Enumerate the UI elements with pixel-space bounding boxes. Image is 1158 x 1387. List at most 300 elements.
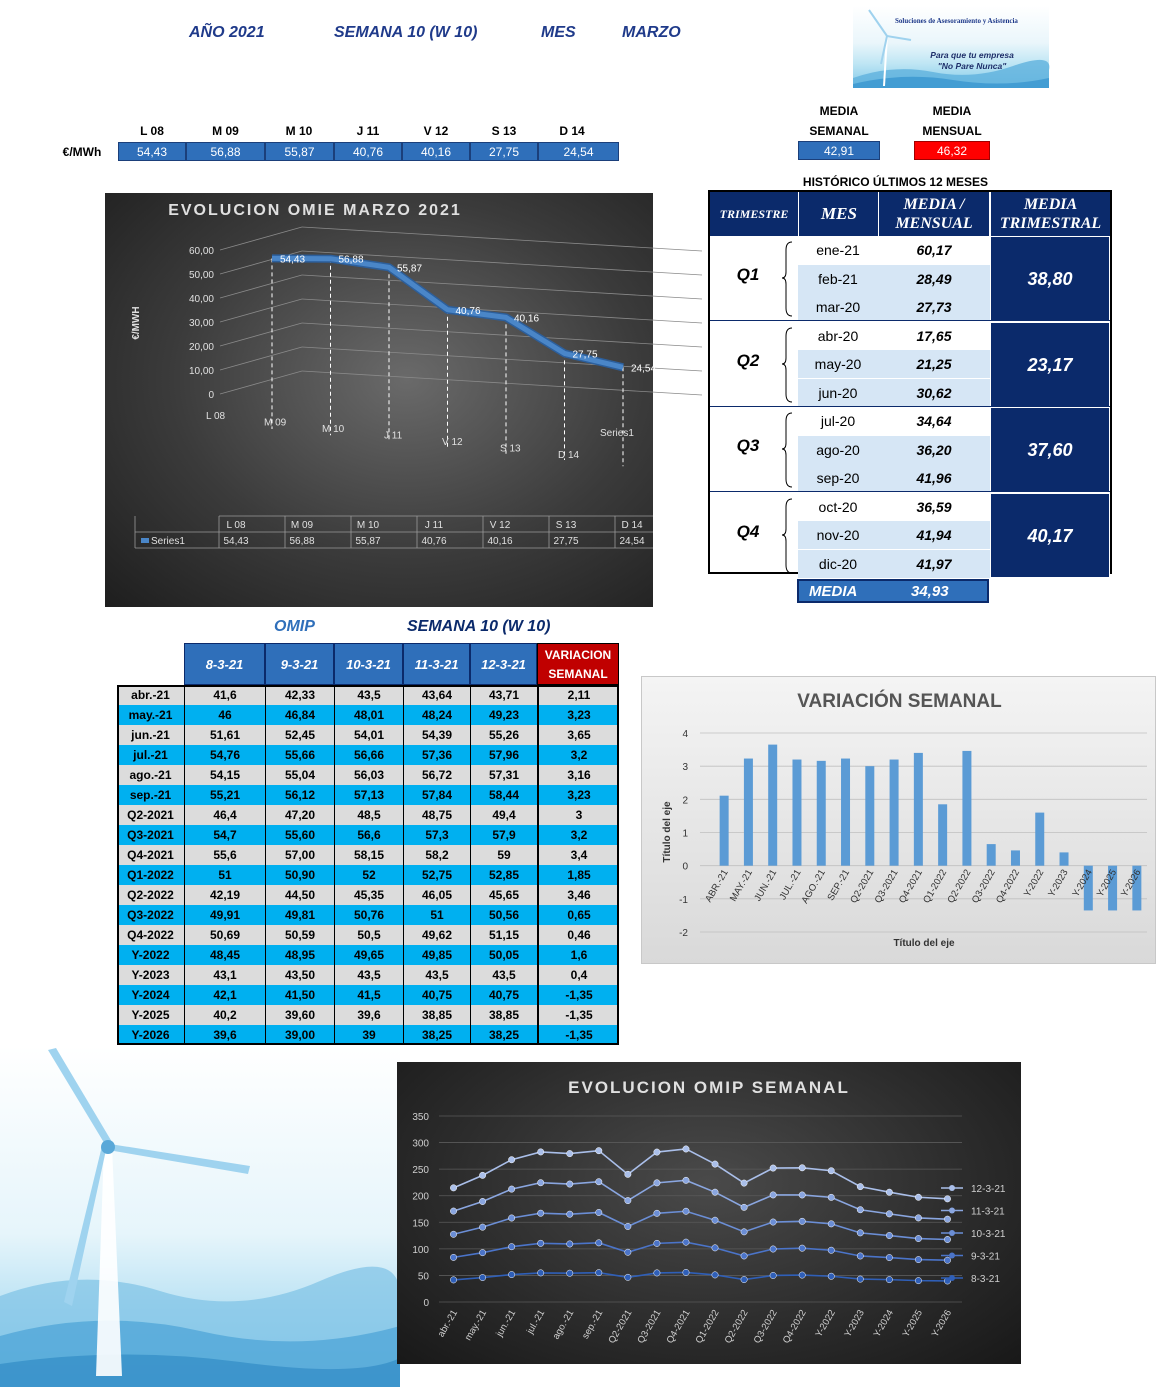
variation-cell: 0,4 bbox=[537, 965, 619, 985]
price-cell: 56,03 bbox=[334, 765, 403, 785]
legend-marker bbox=[949, 1275, 955, 1281]
y-tick-label: 250 bbox=[412, 1165, 429, 1177]
series-point bbox=[479, 1198, 485, 1204]
day-header: L 08 bbox=[140, 124, 164, 138]
series-point bbox=[537, 1180, 543, 1186]
gridline bbox=[220, 299, 302, 322]
series-point bbox=[857, 1230, 863, 1236]
series-point bbox=[828, 1273, 834, 1279]
month-value: 36,59 bbox=[916, 498, 952, 515]
price-cell: 57,00 bbox=[265, 845, 334, 865]
series-point bbox=[741, 1229, 747, 1235]
series-point bbox=[770, 1165, 776, 1171]
price-cell: 54,15 bbox=[184, 765, 265, 785]
price-cell: 48,75 bbox=[403, 805, 470, 825]
y-tick-label: 30,00 bbox=[188, 318, 214, 329]
legend-label: 9-3-21 bbox=[971, 1251, 1000, 1263]
omip-date-header: 9-3-21 bbox=[265, 643, 334, 685]
variation-bar bbox=[792, 760, 801, 866]
price-cell: 57,3 bbox=[403, 825, 470, 845]
price-cell: 42,1 bbox=[184, 985, 265, 1005]
month-name: abr-20 bbox=[817, 327, 859, 344]
price-cell: 50,59 bbox=[265, 925, 334, 945]
quarter-average: 40,17 bbox=[990, 493, 1110, 578]
historico-media-label: MEDIA bbox=[809, 583, 858, 600]
price-cell: 48,01 bbox=[334, 705, 403, 725]
month-name: ago-20 bbox=[816, 441, 860, 458]
variation-bar bbox=[914, 753, 923, 866]
price-cell: 42,33 bbox=[265, 685, 334, 705]
month-value: 41,97 bbox=[916, 555, 952, 572]
price-cell: 49,23 bbox=[470, 705, 537, 725]
series-point bbox=[828, 1194, 834, 1200]
series-point bbox=[479, 1249, 485, 1255]
bracket-icon bbox=[782, 493, 796, 578]
x-tick-label: Q2-2021 bbox=[848, 867, 877, 906]
price-cell: 41,50 bbox=[265, 985, 334, 1005]
price-cell: 52,85 bbox=[470, 865, 537, 885]
variation-bar bbox=[768, 745, 777, 866]
month-name: jun-20 bbox=[818, 384, 858, 401]
series-point bbox=[828, 1247, 834, 1253]
y-tick-label: 4 bbox=[682, 729, 688, 740]
variation-bar bbox=[1060, 852, 1069, 865]
series-point bbox=[479, 1172, 485, 1178]
x-tick-label: ago.-21 bbox=[550, 1308, 577, 1342]
y-tick-label: 60,00 bbox=[188, 246, 214, 257]
omie-chart-panel bbox=[105, 193, 657, 607]
variation-bar bbox=[1011, 850, 1020, 865]
price-cell: 58,2 bbox=[403, 845, 470, 865]
series-point bbox=[450, 1254, 456, 1260]
price-cell: 39,00 bbox=[265, 1025, 334, 1045]
price-cell: 44,50 bbox=[265, 885, 334, 905]
y-tick-label: -1 bbox=[679, 894, 688, 906]
quarter-average: 38,80 bbox=[990, 236, 1110, 321]
data-label: 24,54 bbox=[631, 363, 657, 375]
series-point bbox=[683, 1146, 689, 1152]
price-cell: 46 bbox=[184, 705, 265, 725]
variacion-bar-chart bbox=[642, 677, 1157, 965]
bracket-icon bbox=[782, 407, 796, 492]
period-label: Q2-2022 bbox=[127, 888, 174, 902]
series-point bbox=[886, 1232, 892, 1238]
price-cell: 40,75 bbox=[470, 985, 537, 1005]
day-header: V 12 bbox=[423, 124, 449, 138]
price-cell: 41,6 bbox=[184, 685, 265, 705]
x-tick-label: abr.-21 bbox=[435, 1308, 461, 1340]
y-tick-label: -2 bbox=[679, 928, 688, 939]
y-tick-label: 3 bbox=[682, 762, 688, 774]
price-cell: 38,85 bbox=[470, 1005, 537, 1025]
x-tick-label: Y-2023 bbox=[1046, 867, 1071, 899]
series-point bbox=[654, 1270, 660, 1276]
price-cell: 46,05 bbox=[403, 885, 470, 905]
col-media-mensual bbox=[878, 192, 989, 236]
x-tick-label: Y-2022 bbox=[813, 1308, 838, 1340]
period-label: Y-2023 bbox=[131, 968, 170, 982]
variation-bar bbox=[817, 761, 826, 866]
series-point bbox=[741, 1276, 747, 1282]
data-table-value: 40,16 bbox=[487, 536, 513, 547]
data-table-header: J 11 bbox=[424, 520, 444, 531]
month-value: 28,49 bbox=[916, 270, 952, 287]
price-cell: 41,5 bbox=[334, 985, 403, 1005]
y-tick-label: 0 bbox=[682, 861, 688, 873]
month-label: MES bbox=[541, 24, 576, 41]
variation-cell: -1,35 bbox=[537, 985, 619, 1005]
data-label: 40,16 bbox=[514, 313, 540, 325]
y-axis-label: Título del eje bbox=[662, 801, 673, 863]
variation-cell: 3,2 bbox=[537, 825, 619, 845]
price-cell: 51,15 bbox=[470, 925, 537, 945]
price-cell: 54,39 bbox=[403, 725, 470, 745]
month-name: ene-21 bbox=[816, 242, 860, 258]
variation-cell: 0,65 bbox=[537, 905, 619, 925]
series-point bbox=[770, 1192, 776, 1198]
gridline bbox=[302, 227, 702, 251]
logo-slogan-line-1: Para que tu empresa bbox=[930, 50, 1014, 60]
media-semanal-value: 42,91 bbox=[798, 141, 880, 160]
data-table-value: 24,54 bbox=[619, 536, 645, 547]
variation-cell: 3,2 bbox=[537, 745, 619, 765]
price-cell: 49,4 bbox=[470, 805, 537, 825]
price-cell: 40,75 bbox=[403, 985, 470, 1005]
price-cell: 49,65 bbox=[334, 945, 403, 965]
data-label: 40,76 bbox=[455, 305, 481, 317]
x-tick-label: L 08 bbox=[206, 411, 226, 422]
x-tick-label: S 13 bbox=[500, 443, 521, 455]
price-cell: 48,5 bbox=[334, 805, 403, 825]
series-point bbox=[625, 1274, 631, 1280]
day-header: S 13 bbox=[491, 124, 517, 138]
month-value: 34,64 bbox=[916, 413, 952, 429]
variation-header-line-1: VARIACION bbox=[544, 648, 612, 662]
series-point bbox=[479, 1224, 485, 1230]
price-cell: 57,9 bbox=[470, 825, 537, 845]
price-cell: 46,84 bbox=[265, 705, 334, 725]
period-label: may.-21 bbox=[128, 708, 173, 722]
price-cell: 43,5 bbox=[470, 965, 537, 985]
data-table-header: S 13 bbox=[555, 520, 577, 531]
series-point bbox=[654, 1149, 660, 1155]
historico-media-box bbox=[797, 579, 989, 603]
price-cell: 57,31 bbox=[470, 765, 537, 785]
historico-table bbox=[708, 190, 1112, 574]
data-table-value: 54,43 bbox=[223, 536, 249, 547]
week-label: SEMANA 10 (W 10) bbox=[334, 24, 478, 41]
x-tick-label: Q1-2022 bbox=[693, 1308, 722, 1346]
bracket-icon bbox=[782, 236, 796, 321]
series-point bbox=[828, 1221, 834, 1227]
x-tick-label: may.-21 bbox=[462, 1308, 490, 1343]
x-axis-label: Título del eje bbox=[893, 938, 955, 949]
series-point bbox=[915, 1277, 921, 1283]
y-tick-label: 40,00 bbox=[188, 294, 214, 305]
series-point bbox=[450, 1231, 456, 1237]
gridline bbox=[220, 323, 302, 346]
x-tick-label: Q2-2021 bbox=[606, 1308, 635, 1346]
series-point bbox=[508, 1271, 514, 1277]
historico-media-value: 34,93 bbox=[911, 583, 949, 600]
series-point bbox=[567, 1241, 573, 1247]
price-cell: 48,95 bbox=[265, 945, 334, 965]
day-price-cell: 54,43 bbox=[118, 142, 186, 161]
price-cell: 57,84 bbox=[403, 785, 470, 805]
quarter-block bbox=[710, 322, 1110, 407]
series-point bbox=[915, 1235, 921, 1241]
omie-chart-title: EVOLUCION OMIE MARZO 2021 bbox=[168, 202, 462, 219]
price-cell: 55,04 bbox=[265, 765, 334, 785]
price-cell: 38,85 bbox=[403, 1005, 470, 1025]
data-table-header: M 10 bbox=[356, 520, 380, 531]
series-line-shadow bbox=[272, 258, 623, 367]
month-name: jul-20 bbox=[820, 413, 856, 429]
period-label: Q2-2021 bbox=[127, 808, 174, 822]
logo-slogan bbox=[927, 50, 1017, 72]
period-label: Y-2026 bbox=[131, 1028, 170, 1042]
price-cell: 39,6 bbox=[334, 1005, 403, 1025]
price-cell: 49,91 bbox=[184, 905, 265, 925]
x-tick-label: J 11 bbox=[384, 430, 403, 442]
price-cell: 43,5 bbox=[334, 685, 403, 705]
variation-bar bbox=[841, 759, 850, 866]
price-cell: 40,2 bbox=[184, 1005, 265, 1025]
series-point bbox=[741, 1253, 747, 1259]
month-name: sep-20 bbox=[816, 470, 860, 486]
series-line bbox=[454, 1272, 948, 1281]
legend-marker bbox=[949, 1253, 955, 1259]
price-cell: 42,19 bbox=[184, 885, 265, 905]
series-point bbox=[944, 1236, 950, 1242]
x-tick-label: Y-2026 bbox=[929, 1308, 955, 1340]
variation-cell: 1,6 bbox=[537, 945, 619, 965]
series-point bbox=[828, 1168, 834, 1174]
series-point bbox=[857, 1276, 863, 1282]
x-tick-label: JUL.-21 bbox=[777, 867, 804, 902]
x-tick-label: AGO.-21 bbox=[799, 867, 828, 906]
x-tick-label: M 10 bbox=[322, 424, 345, 435]
price-cell: 54,01 bbox=[334, 725, 403, 745]
price-cell: 45,65 bbox=[470, 885, 537, 905]
series-point bbox=[450, 1208, 456, 1214]
series-point bbox=[508, 1243, 514, 1249]
price-cell: 48,45 bbox=[184, 945, 265, 965]
unit-label: €/MWh bbox=[62, 145, 102, 159]
variation-cell: 3,23 bbox=[537, 705, 619, 725]
series-point bbox=[537, 1240, 543, 1246]
y-tick-label: 350 bbox=[412, 1112, 429, 1123]
variation-cell: 3 bbox=[537, 805, 619, 825]
series-point bbox=[479, 1274, 485, 1280]
series-point bbox=[712, 1245, 718, 1251]
omie-line-chart bbox=[105, 193, 657, 607]
omip-evolution-title: EVOLUCION OMIP SEMANAL bbox=[568, 1078, 850, 1097]
x-tick-label: jun.-21 bbox=[494, 1308, 519, 1339]
day-header: J 11 bbox=[356, 124, 380, 138]
series-point bbox=[625, 1171, 631, 1177]
series-line bbox=[454, 1242, 948, 1260]
x-tick-label: Q3-2021 bbox=[872, 867, 901, 906]
series-point bbox=[712, 1161, 718, 1167]
x-tick-label: M 09 bbox=[264, 417, 287, 429]
series-point bbox=[567, 1270, 573, 1276]
month-value: 41,96 bbox=[916, 470, 952, 486]
col-media-mensual-line-1: MEDIA / bbox=[903, 196, 965, 213]
day-price-cell: 40,76 bbox=[334, 142, 402, 161]
y-tick-label: 100 bbox=[412, 1244, 429, 1256]
omip-evolution-panel bbox=[397, 1062, 1021, 1364]
data-table-value: 40,76 bbox=[421, 536, 447, 547]
x-tick-label: Q4-2022 bbox=[994, 867, 1023, 906]
quarter-block bbox=[710, 236, 1110, 321]
legend-label: 8-3-21 bbox=[971, 1274, 1000, 1285]
data-label: 56,88 bbox=[338, 254, 364, 266]
month-value: 60,17 bbox=[916, 242, 952, 258]
series-point bbox=[596, 1209, 602, 1215]
legend-marker bbox=[949, 1185, 955, 1191]
variation-bar bbox=[987, 844, 996, 866]
variation-cell: 3,65 bbox=[537, 725, 619, 745]
y-tick-label: 10,00 bbox=[188, 366, 214, 377]
data-label: 54,43 bbox=[280, 254, 306, 266]
month-value: 41,94 bbox=[916, 527, 952, 543]
series-point bbox=[886, 1211, 892, 1217]
y-tick-label: 1 bbox=[682, 828, 688, 840]
y-tick-label: 200 bbox=[412, 1191, 429, 1203]
variation-bar bbox=[865, 766, 874, 865]
legend-marker bbox=[949, 1208, 955, 1214]
series-point bbox=[567, 1150, 573, 1156]
price-cell: 50,05 bbox=[470, 945, 537, 965]
quarter-block bbox=[710, 407, 1110, 492]
series-point bbox=[683, 1269, 689, 1275]
x-tick-label: Y-2026 bbox=[1119, 867, 1144, 899]
gridline bbox=[302, 323, 702, 347]
series-point bbox=[915, 1256, 921, 1262]
series-point bbox=[596, 1269, 602, 1275]
series-point bbox=[683, 1208, 689, 1214]
series-point bbox=[857, 1183, 863, 1189]
col-mes: MES bbox=[798, 192, 879, 236]
series-point bbox=[799, 1192, 805, 1198]
price-cell: 58,44 bbox=[470, 785, 537, 805]
variation-bar bbox=[1035, 813, 1044, 866]
y-tick-label: 0 bbox=[208, 390, 214, 401]
price-cell: 50,90 bbox=[265, 865, 334, 885]
price-cell: 55,26 bbox=[470, 725, 537, 745]
gridline bbox=[220, 275, 302, 298]
x-tick-label: Q3-2022 bbox=[751, 1308, 780, 1346]
variation-cell: 1,85 bbox=[537, 865, 619, 885]
variation-cell: 2,11 bbox=[537, 685, 619, 705]
omip-date-header: 11-3-21 bbox=[403, 643, 470, 685]
variacion-chart-title: VARIACIÓN SEMANAL bbox=[797, 691, 1002, 712]
variation-bar bbox=[744, 759, 753, 866]
data-label: 55,87 bbox=[397, 263, 423, 275]
series-point bbox=[886, 1276, 892, 1282]
legend-label: 10-3-21 bbox=[971, 1229, 1006, 1240]
data-label: 27,75 bbox=[572, 349, 598, 361]
x-tick-label: JUN.-21 bbox=[752, 867, 780, 904]
year-label: AÑO 2021 bbox=[189, 24, 265, 41]
price-cell: 38,25 bbox=[470, 1025, 537, 1045]
price-cell: 43,50 bbox=[265, 965, 334, 985]
y-tick-label: 300 bbox=[412, 1138, 429, 1150]
month-name: dic-20 bbox=[818, 555, 858, 572]
historico-title: HISTÓRICO ÚLTIMOS 12 MESES bbox=[802, 175, 989, 189]
price-cell: 48,24 bbox=[403, 705, 470, 725]
price-cell: 56,66 bbox=[334, 745, 403, 765]
bracket-icon bbox=[782, 322, 796, 407]
x-tick-label: Q4-2022 bbox=[780, 1308, 809, 1346]
quarter-label: Q3 bbox=[736, 436, 760, 455]
price-cell: 51,61 bbox=[184, 725, 265, 745]
x-tick-label: ABR.-21 bbox=[703, 867, 731, 905]
period-label: sep.-21 bbox=[129, 788, 172, 802]
data-table-value: 56,88 bbox=[289, 536, 315, 547]
price-cell: 43,64 bbox=[403, 685, 470, 705]
legend-marker bbox=[949, 1230, 955, 1236]
x-tick-label: Q4-2021 bbox=[896, 867, 925, 906]
x-tick-label: MAY.-21 bbox=[727, 867, 756, 904]
logo-slogan-line-2: "No Pare Nunca" bbox=[937, 61, 1007, 71]
variation-header-line-2: SEMANAL bbox=[548, 667, 608, 681]
legend-label: 11-3-21 bbox=[971, 1206, 1005, 1218]
price-cell: 56,12 bbox=[265, 785, 334, 805]
quarter-average: 37,60 bbox=[990, 407, 1110, 492]
period-label: Q4-2021 bbox=[127, 848, 174, 862]
series-point bbox=[567, 1181, 573, 1187]
price-cell: 43,5 bbox=[403, 965, 470, 985]
price-cell: 55,66 bbox=[265, 745, 334, 765]
variation-bar bbox=[938, 804, 947, 865]
col-media-trimestral-line-2: TRIMESTRAL bbox=[999, 215, 1102, 232]
series-point bbox=[654, 1240, 660, 1246]
x-tick-label: Q3-2022 bbox=[969, 867, 998, 906]
omip-body-frame bbox=[117, 685, 619, 1045]
month-name: mar-20 bbox=[815, 299, 861, 315]
series-point bbox=[799, 1272, 805, 1278]
period-label: jun.-21 bbox=[131, 728, 170, 742]
data-table-value: 55,87 bbox=[355, 536, 381, 547]
series-point bbox=[770, 1272, 776, 1278]
media-semanal-label-2: SEMANAL bbox=[809, 124, 869, 138]
period-label: abr.-21 bbox=[131, 688, 170, 702]
omip-date-header: 10-3-21 bbox=[334, 643, 403, 685]
series-point bbox=[741, 1180, 747, 1186]
data-table-value: 27,75 bbox=[553, 536, 579, 547]
quarter-label: Q4 bbox=[736, 521, 760, 541]
x-tick-label: D 14 bbox=[558, 450, 580, 461]
media-semanal-label-1: MEDIA bbox=[819, 104, 859, 118]
series-point bbox=[886, 1189, 892, 1195]
y-tick-label: 50 bbox=[417, 1271, 429, 1283]
day-header: M 10 bbox=[285, 124, 313, 138]
month-value: 30,62 bbox=[916, 384, 952, 401]
media-mensual-label-2: MENSUAL bbox=[922, 124, 982, 138]
x-tick-label: Y-2023 bbox=[842, 1308, 867, 1340]
company-logo bbox=[853, 6, 1049, 88]
price-cell: 50,5 bbox=[334, 925, 403, 945]
series-point bbox=[537, 1149, 543, 1155]
y-tick-label: 150 bbox=[412, 1218, 429, 1230]
variation-cell: -1,35 bbox=[537, 1005, 619, 1025]
period-label: Q3-2022 bbox=[127, 908, 174, 922]
day-price-cell: 24,54 bbox=[538, 142, 619, 161]
variacion-chart-panel bbox=[641, 676, 1156, 964]
price-cell: 50,56 bbox=[470, 905, 537, 925]
